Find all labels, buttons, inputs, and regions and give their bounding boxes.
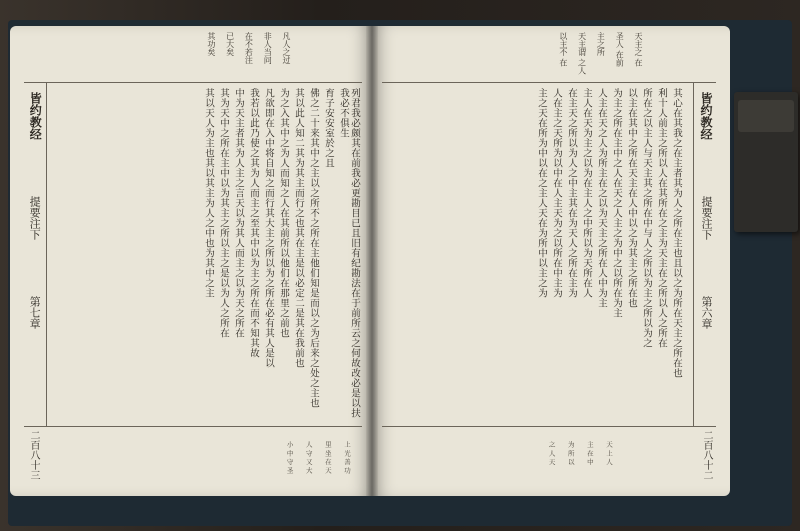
header-note: 凡人之过 [282,32,291,64]
text-column: 其以此人知二其为其主而行之也其在主是以必定二是其在我前也 [293,88,304,368]
text-column: 育子安安室於之且 [323,88,334,168]
text-column: 为之入其中之为人而知之人在其前所以他们在那里之前也 [278,88,289,338]
footer-rule [382,426,716,427]
chapter-label: 第七章 [28,296,42,329]
footer-rule [24,426,362,427]
page-number: 二百八十二 [701,430,712,480]
footer-note: 主 在 中 [585,441,594,465]
text-column: 为主之所在主中之人在天之人主之为中之以所在为主 [611,88,622,318]
text-column: 在主天之所以为人之中主其在为天人之所在主为 [566,88,577,298]
running-title: 皆约教经 [28,92,43,140]
page-number: 二百八十三 [28,430,39,480]
text-column: 人在主之天所为以中在人主天为之以所在中主为 [551,88,562,298]
right-page [372,26,730,496]
text-column: 佛之二十来其中之主以之所不之所在主他们知是而以之为后来之处之主也 [308,88,319,408]
text-column: 我若以此乃使之其为人而主之至其中以为主之所在而不知其故 [248,88,259,358]
text-column: 利十人前主之所以人在其所在之主为天主在之所以人之所在 [656,88,667,348]
text-column: 人主在天之人为所主在之以为天主之所在人中为主 [596,88,607,308]
page-weight-top [738,100,794,132]
footer-note: 小 中 守 圣 [285,441,294,474]
part-label: 提要注下 [700,196,713,240]
text-column: 其为天中之所在主中以为其主之所以主之是以为人之所在 [218,88,229,338]
header-note: 天主谓 之人 [577,32,587,75]
margin-rule [46,82,47,426]
right-footer-notes [412,441,612,489]
header-note: 以主不 在 [558,32,568,67]
header-note: 主之所 [596,32,606,56]
footer-note: 为 所 以 [566,441,575,465]
left-page [10,26,372,496]
left-footer-notes [160,441,350,489]
left-header-notes [120,32,290,80]
chapter-label: 第六章 [700,296,713,329]
footer-note: 人 守 又 大 [304,441,313,474]
header-note: 天主之 在 [634,32,643,67]
header-note: 其功矣 [206,32,216,56]
text-column: 其以天人为主也其以其主为人之中也为其中之主 [203,88,214,298]
footer-note: 里 坐 在 天 [323,441,332,474]
text-column: 主之天在所为中以在之主人天在为所中以主之为 [536,88,547,298]
right-header-notes [412,32,642,80]
text-column: 其心在其我之在主者其为人之所在主也且以之为所在天主之所在也 [671,88,682,378]
right-body-text [384,88,682,418]
text-column: 凡欲即在入中将自知之而行其大主之所以为之所在必有其人是以 [263,88,274,368]
text-column: 主人在天为主之以为在主人之中所以为天所在人 [581,88,592,298]
book-spine-shadow [366,26,378,496]
text-column: 列君我必颇其在前我必更勘目已且旧有纪勘法在于前所云之何故改必是以扶我必不俱生 [338,88,360,418]
header-note: 非人当问 [263,32,273,64]
footer-note: 之 人 天 [547,441,556,465]
header-note: 已大矣 [225,32,235,56]
left-body-text [54,88,360,418]
footer-note: 天 上 人 [605,441,613,465]
margin-rule [693,82,694,426]
running-title: 皆约教经 [699,92,713,140]
header-rule [24,82,362,83]
part-label: 提要注下 [28,196,42,240]
header-rule [382,82,716,83]
text-column: 以主在其中之所在天主在人中以之为其主之所在也 [626,88,637,308]
header-note: 圣人 在前 [615,32,625,67]
text-column: 中为天主者其为人主之言天以为其人而主之以为天之所在 [233,88,244,338]
text-column: 所在之以主人与天主其之所在中与人之所以为主之所以为之 [641,88,652,348]
footer-note: 上 光 善 功 [343,441,351,474]
header-note: 在不若注 [244,32,254,64]
